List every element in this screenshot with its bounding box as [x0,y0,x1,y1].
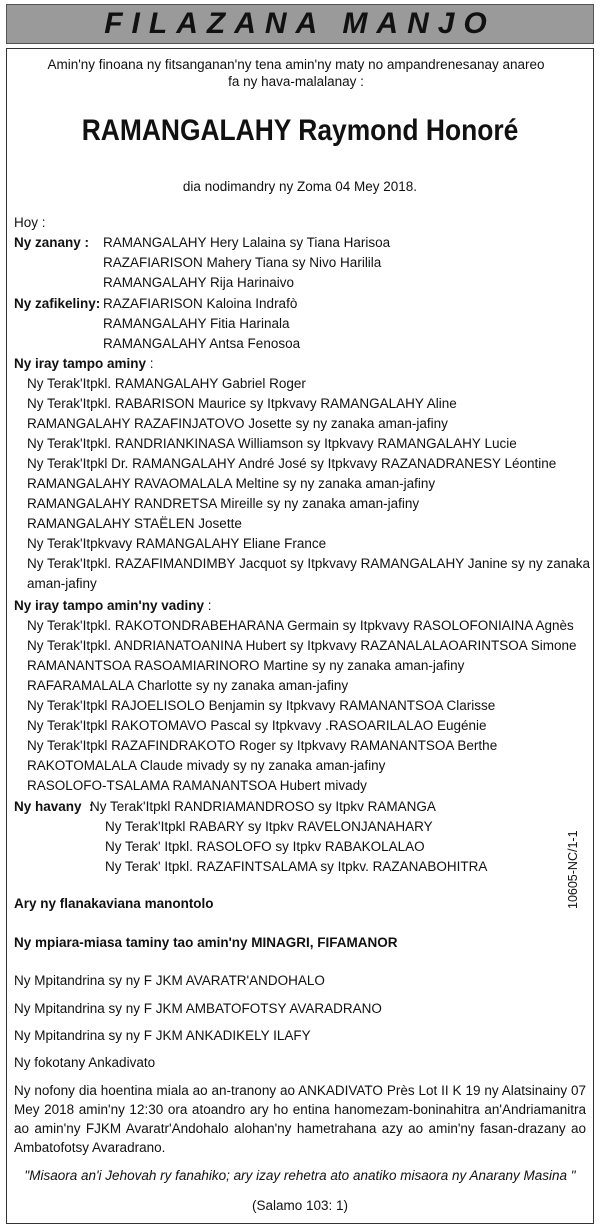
iray-tampo-vady-line: Ny Terak'Itpkl. ANDRIANATOANINA Hubert sy Itpkvavy RAZANALALAOARINTSOA Simone [27,638,577,653]
iray-tampo-vady-line: Ny Terak'Itpkl RAKOTOMAVO Pascal sy Itpkvavy .RASOARILALAO Eugénie [27,718,487,733]
havany-line: Ny Terak'Itpkl RABARY sy Itpkv RAVELONJANAHARY [105,819,433,834]
church-line: Ny Mpitandrina sy ny F JKM AMBATOFOTSY AVARADRANO [14,1001,382,1016]
zanany-line: RAZAFIARISON Mahery Tiana sy Nivo Harilila [103,255,382,270]
iray-tampo-vady-line: RAFARAMALALA Charlotte sy ny zanaka aman-jafiny [27,678,349,693]
iray-tampo-label: Ny iray tampo aminy : [14,356,154,371]
iray-tampo-line: Ny Terak'Itpkl. RABARISON Maurice sy Itpkvavy RAMANGALAHY Aline [27,396,457,411]
iray-tampo-line: RAMANGALAHY RANDRETSA Mireille sy ny zanaka aman-jafiny [27,496,420,511]
notice-frame [6,48,594,1224]
havany-label: Ny havany : [14,799,94,814]
iray-tampo-line: aman-jafiny [27,576,97,591]
iray-tampo-vady-line: Ny Terak'Itpkl RAZAFINDRAKOTO Roger sy Itpkvavy RAMANANTSOA Berthe [27,738,498,753]
intro-text: Amin'ny finoana ny fitsanganan'ny tena amin'ny maty no ampandrenesanay anareo fa ny hava-malalanay : [47,57,545,89]
iray-tampo-line: RAMANGALAHY RAVAOMALALA Meltine sy ny zanaka aman-jafiny [27,476,436,491]
iray-tampo-vady-label: Ny iray tampo amin'ny vadiny : [14,598,212,613]
ad-reference-code: 10605-NC/1-1 [566,830,580,909]
zanany-label: Ny zanany : [14,235,90,250]
header-title: FILAZANA MANJO [104,7,496,40]
iray-tampo-line: Ny Terak'Itpkvavy RAMANGALAHY Eliane France [27,536,327,551]
church-line: Ny Mpitandrina sy ny F JKM AVARATR'ANDOHALO [14,973,325,988]
iray-tampo-line: Ny Terak'Itpkl. RAMANGALAHY Gabriel Roger [27,376,306,391]
mpiara-miasa-line: Ny mpiara-miasa taminy tao amin'ny MINAGRI, FIFAMANOR [14,935,398,950]
scripture-quote: "Misaora an'i Jehovah ry fanahiko; ary izay rehetra ato anatiko misaora ny Anarany Masina " [24,1168,576,1183]
header-banner [6,4,594,44]
zafikeliny-line: RAZAFIARISON Kaloina Indrafò [103,296,298,311]
iray-tampo-vady-line: RAKOTOMALALA Claude mivady sy ny zanaka aman-jafiny [27,758,386,773]
flanakaviana-line: Ary ny flanakaviana manontolo [14,896,214,911]
zanany-line: RAMANGALAHY Hery Lalaina sy Tiana Harisoa [103,235,391,250]
iray-tampo-line: Ny Terak'Itpkl Dr. RAMANGALAHY André José sy Itpkvavy RAZANADRANESY Léontine [27,456,557,471]
havany-line: Ny Terak' Itpkl. RASOLOFO sy Itpkv RABAKOLALAO [105,839,425,854]
scripture-reference: (Salamo 103: 1) [251,1198,349,1213]
iray-tampo-vady-line: RASOLOFO-TSALAMA RAMANANTSOA Hubert mivady [27,778,367,793]
havany-line: Ny Terak'Itpkl RANDRIAMANDROSO sy Itpkv RAMANGA [90,799,436,814]
havany-line: Ny Terak' Itpkl. RAZAFINTSALAMA sy Itpkv. RAZANABOHITRA [105,859,488,874]
iray-tampo-line: RAMANGALAHY RAZAFINJATOVO Josette sy ny zanaka aman-jafiny [27,416,448,431]
church-line: Ny Mpitandrina sy ny F JKM ANKADIKELY ILAFY [14,1028,311,1043]
zafikeliny-label: Ny zafikeliny: [14,296,101,311]
deceased-name: RAMANGALAHY Raymond Honoré [81,114,519,147]
iray-tampo-line: Ny Terak'Itpkl. RAZAFIMANDIMBY Jacquot sy Itpkvavy RAMANGALAHY Janine sy ny zanaka [27,556,591,571]
zafikeliny-line: RAMANGALAHY Antsa Fenosoa [103,336,301,351]
zanany-line: RAMANGALAHY Rija Harinaivo [103,275,295,290]
fokotany-line: Ny fokotany Ankadivato [14,1055,156,1070]
hoy-label: Hoy : [14,215,46,230]
iray-tampo-vady-line: Ny Terak'Itpkl. RAKOTONDRABEHARANA Germain sy Itpkvavy RASOLOFONIAINA Agnès [27,618,574,633]
date-line: dia nodimandry ny Zoma 04 Mey 2018. [182,179,418,194]
notice-page [6,4,594,1224]
iray-tampo-vady-line: Ny Terak'Itpkl RAJOELISOLO Benjamin sy Itpkvavy RAMANANTSOA Clarisse [27,698,496,713]
zafikeliny-line: RAMANGALAHY Fitia Harinala [103,316,290,331]
funeral-paragraph: Ny nofony dia hoentina miala ao an-tranony ao ANKADIVATO Près Lot II K 19 ny Alatsinainy 07 Mey 2018 amin'ny 12:30 ora atoandro ary ho entina hanomezam-boninahitra an'Andriamanitra ao amin'ny FJKM Avaratr'Andohalo alohan'ny hametrahana azy ao amin'ny fasan-drazany ao Ambatofotsy Avaradrano. [14,1083,586,1155]
iray-tampo-vady-line: RAMANANTSOA RASOAMIARINORO Martine sy ny zanaka aman-jafiny [27,658,465,673]
iray-tampo-line: Ny Terak'Itpkl. RANDRIANKINASA Williamson sy Itpkvavy RAMANGALAHY Lucie [27,436,517,451]
iray-tampo-line: RAMANGALAHY STAËLEN Josette [27,516,242,531]
